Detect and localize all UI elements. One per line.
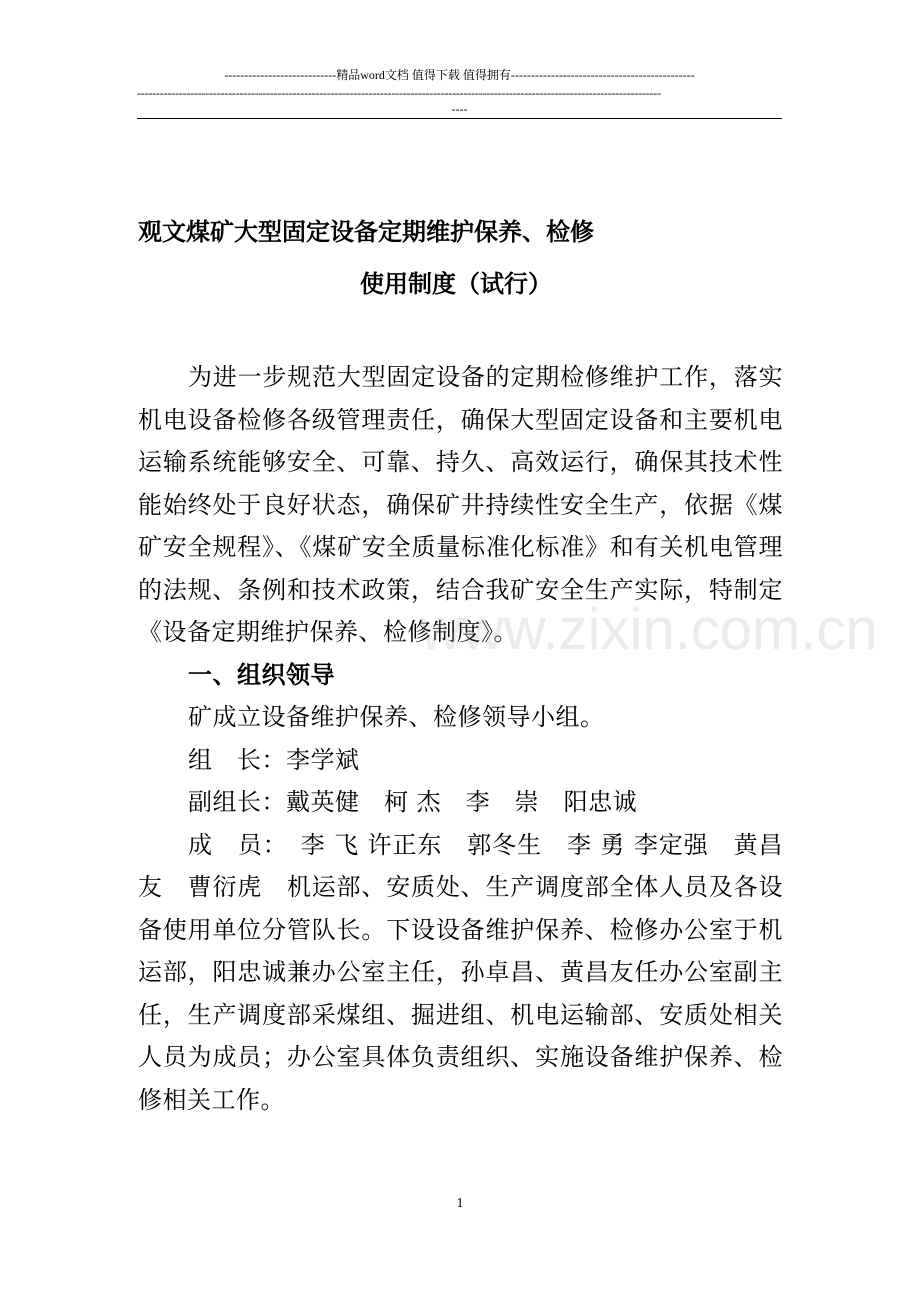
watermark: www.zixin.com.cn: [420, 597, 878, 662]
document-title-line1: 观文煤矿大型固定设备定期维护保养、检修: [138, 218, 594, 246]
header-banner: ----------------------------精品word文档 值得下载 值得拥有----------------------------------------------: [224, 68, 695, 82]
intro-paragraph: 为进一步规范大型固定设备的定期检修维护工作，落实机电设备检修各级管理责任，确保大型固定设备和主要机电运输系统能够安全、可靠、持久、高效运行，确保其技术性能始终处于良好状态，确保矿井持续性安全生产，依据《煤矿安全规程》、《煤矿安全质量标准化标准》和有关机电管理的法规、条例和技术政策，结合我矿安全生产实际，特制定《设备定期维护保养、检修制度》。: [138, 363, 783, 646]
header-rule: [137, 118, 782, 119]
document-body: [138, 356, 783, 1121]
page-header: [137, 62, 782, 122]
members-paragraph: 成 员： 李 飞 许正东 郭冬生 李 勇 李定强 黄昌友 曹衍虎 机运部、安质处、生产调度部全体人员及各设备使用单位分管队长。下设设备维护保养、检修办公室于机运部，阳忠诚兼办公室主任，孙卓昌、黄昌友任办公室副主任，生产调度部采煤组、掘进组、机电运输部、安质处相关人员为成员；办公室具体负责组织、实施设备维护保养、检修相关工作。: [138, 830, 783, 1114]
section-heading-organization: 一、组织领导: [188, 660, 335, 689]
group-leader-line: 组 长：李学斌: [188, 745, 360, 774]
group-established-line: 矿成立设备维护保养、检修领导小组。: [188, 703, 605, 731]
header-dash-tail: ----: [451, 102, 468, 116]
deputy-leader-line: 副组长：戴英健 柯 杰 李 崇 阳忠诚: [188, 788, 638, 816]
document-title-line2: 使用制度（试行）: [360, 270, 552, 298]
page-number: 1: [456, 1196, 464, 1211]
header-dash-line: ------------------------------------------------------------------------------------------------------------------------------------------: [137, 86, 661, 100]
